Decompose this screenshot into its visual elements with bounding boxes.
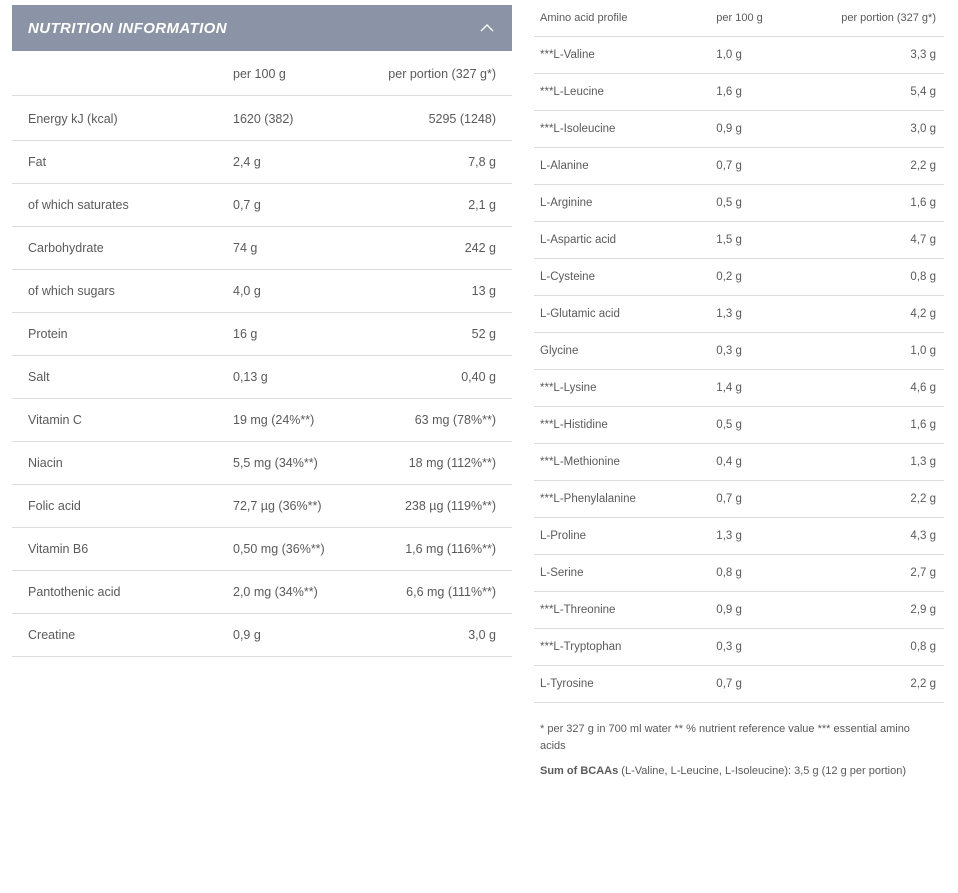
table-row: [12, 313, 512, 356]
row-value-per-portion: 4,3 g: [825, 518, 944, 555]
row-value-per-portion: 5295 (1248): [362, 96, 512, 141]
row-label: of which sugars: [12, 270, 217, 313]
row-label: Pantothenic acid: [12, 571, 217, 614]
row-value-per-portion: 6,6 mg (111%**): [362, 571, 512, 614]
row-value-per-portion: 5,4 g: [825, 74, 944, 111]
row-value-per-100g: 1,3 g: [710, 518, 825, 555]
row-value-per-portion: 18 mg (112%**): [362, 442, 512, 485]
table-row: [12, 614, 512, 657]
table-row: [534, 444, 944, 481]
row-label: ***L-Valine: [534, 37, 710, 74]
row-value-per-portion: 4,6 g: [825, 370, 944, 407]
row-value-per-100g: 0,5 g: [710, 185, 825, 222]
row-value-per-100g: 0,50 mg (36%**): [217, 528, 362, 571]
row-label: Fat: [12, 141, 217, 184]
table-row: [12, 571, 512, 614]
table-row: [12, 227, 512, 270]
footnote-bcaa-value: (L-Valine, L-Leucine, L-Isoleucine): 3,5 g (12 g per portion): [618, 765, 907, 777]
footnote-bcaa-label: Sum of BCAAs: [540, 765, 619, 777]
row-value-per-portion: 3,0 g: [825, 111, 944, 148]
row-label: ***L-Methionine: [534, 444, 710, 481]
table-row: [534, 666, 944, 703]
row-value-per-100g: 4,0 g: [217, 270, 362, 313]
nutrition-table-wrapper: [0, 51, 524, 657]
table-row: [534, 111, 944, 148]
row-value-per-portion: 3,3 g: [825, 37, 944, 74]
row-label: Creatine: [12, 614, 217, 657]
row-value-per-100g: 1,0 g: [710, 37, 825, 74]
table-row: [534, 185, 944, 222]
row-value-per-100g: 74 g: [217, 227, 362, 270]
table-header-row: [534, 0, 944, 37]
row-value-per-portion: 2,2 g: [825, 666, 944, 703]
table-row: [534, 518, 944, 555]
row-label: L-Cysteine: [534, 259, 710, 296]
nutrition-information-header[interactable]: [12, 5, 512, 51]
footnote-reference-values: * per 327 g in 700 ml water ** % nutrient reference value *** essential amino acids: [540, 723, 910, 752]
row-value-per-100g: 0,9 g: [710, 592, 825, 629]
table-row: [12, 96, 512, 141]
table-row: [534, 37, 944, 74]
row-value-per-100g: 1,3 g: [710, 296, 825, 333]
row-value-per-portion: 2,7 g: [825, 555, 944, 592]
row-value-per-100g: 16 g: [217, 313, 362, 356]
row-value-per-100g: 0,4 g: [710, 444, 825, 481]
row-value-per-portion: 7,8 g: [362, 141, 512, 184]
row-label: Carbohydrate: [12, 227, 217, 270]
row-label: Folic acid: [12, 485, 217, 528]
row-value-per-100g: 0,3 g: [710, 629, 825, 666]
table-row: [12, 141, 512, 184]
row-label: ***L-Phenylalanine: [534, 481, 710, 518]
table-row: [12, 184, 512, 227]
chevron-up-icon[interactable]: [478, 19, 496, 37]
row-value-per-100g: 1,4 g: [710, 370, 825, 407]
row-label: Glycine: [534, 333, 710, 370]
column-header-per-100g: per 100 g: [217, 51, 362, 96]
row-value-per-100g: 19 mg (24%**): [217, 399, 362, 442]
row-label: Niacin: [12, 442, 217, 485]
row-value-per-portion: 238 µg (119%**): [362, 485, 512, 528]
amino-acid-table: [534, 0, 944, 703]
row-value-per-100g: 0,7 g: [217, 184, 362, 227]
row-value-per-portion: 13 g: [362, 270, 512, 313]
row-label: ***L-Leucine: [534, 74, 710, 111]
row-label: ***L-Threonine: [534, 592, 710, 629]
row-value-per-portion: 52 g: [362, 313, 512, 356]
table-row: [534, 333, 944, 370]
table-row: [534, 407, 944, 444]
nutrition-table-body: [12, 96, 512, 657]
row-value-per-100g: 2,4 g: [217, 141, 362, 184]
column-header-per-portion: per portion (327 g*): [362, 51, 512, 96]
row-value-per-100g: 72,7 µg (36%**): [217, 485, 362, 528]
row-label: L-Arginine: [534, 185, 710, 222]
row-label: of which saturates: [12, 184, 217, 227]
row-value-per-100g: 5,5 mg (34%**): [217, 442, 362, 485]
table-row: [534, 629, 944, 666]
table-row: [534, 259, 944, 296]
column-header-name: [12, 51, 217, 96]
row-value-per-100g: 0,3 g: [710, 333, 825, 370]
row-value-per-100g: 0,7 g: [710, 666, 825, 703]
row-label: Energy kJ (kcal): [12, 96, 217, 141]
row-value-per-100g: 0,13 g: [217, 356, 362, 399]
row-label: Vitamin B6: [12, 528, 217, 571]
row-value-per-portion: 1,6 g: [825, 407, 944, 444]
row-value-per-portion: 2,9 g: [825, 592, 944, 629]
row-value-per-portion: 2,1 g: [362, 184, 512, 227]
row-value-per-100g: 0,9 g: [217, 614, 362, 657]
row-value-per-100g: 0,7 g: [710, 481, 825, 518]
row-label: ***L-Isoleucine: [534, 111, 710, 148]
row-value-per-100g: 0,2 g: [710, 259, 825, 296]
row-value-per-portion: 4,7 g: [825, 222, 944, 259]
row-label: Vitamin C: [12, 399, 217, 442]
row-value-per-portion: 63 mg (78%**): [362, 399, 512, 442]
row-value-per-portion: 1,0 g: [825, 333, 944, 370]
column-header-amino-acid-profile: Amino acid profile: [534, 0, 710, 37]
amino-acid-profile-panel: [524, 0, 958, 893]
row-value-per-portion: 0,8 g: [825, 259, 944, 296]
row-value-per-portion: 1,3 g: [825, 444, 944, 481]
row-value-per-100g: 1,6 g: [710, 74, 825, 111]
table-row: [534, 481, 944, 518]
row-label: L-Tyrosine: [534, 666, 710, 703]
row-value-per-portion: 3,0 g: [362, 614, 512, 657]
table-row: [534, 296, 944, 333]
row-label: L-Alanine: [534, 148, 710, 185]
row-label: ***L-Lysine: [534, 370, 710, 407]
row-label: L-Serine: [534, 555, 710, 592]
row-label: L-Glutamic acid: [534, 296, 710, 333]
nutrition-table: [12, 51, 512, 657]
table-row: [12, 356, 512, 399]
footnotes: [534, 721, 944, 780]
row-value-per-100g: 1620 (382): [217, 96, 362, 141]
amino-table-head: [534, 0, 944, 37]
table-row: [534, 222, 944, 259]
row-value-per-portion: 1,6 mg (116%**): [362, 528, 512, 571]
row-label: ***L-Histidine: [534, 407, 710, 444]
row-label: ***L-Tryptophan: [534, 629, 710, 666]
row-value-per-portion: 2,2 g: [825, 148, 944, 185]
table-row: [12, 485, 512, 528]
table-row: [534, 370, 944, 407]
row-label: Salt: [12, 356, 217, 399]
row-label: Protein: [12, 313, 217, 356]
row-value-per-100g: 0,9 g: [710, 111, 825, 148]
table-row: [534, 592, 944, 629]
column-header-per-100g: per 100 g: [710, 0, 825, 37]
row-value-per-portion: 2,2 g: [825, 481, 944, 518]
table-row: [534, 148, 944, 185]
row-value-per-100g: 0,7 g: [710, 148, 825, 185]
row-value-per-portion: 1,6 g: [825, 185, 944, 222]
row-value-per-100g: 1,5 g: [710, 222, 825, 259]
table-row: [12, 442, 512, 485]
amino-table-body: [534, 37, 944, 703]
footnote-bcaa-sum: [540, 763, 936, 780]
page-title: NUTRITION INFORMATION: [28, 19, 227, 37]
row-value-per-100g: 0,8 g: [710, 555, 825, 592]
table-row: [12, 528, 512, 571]
row-value-per-portion: 242 g: [362, 227, 512, 270]
row-value-per-portion: 4,2 g: [825, 296, 944, 333]
row-value-per-portion: 0,40 g: [362, 356, 512, 399]
row-label: L-Proline: [534, 518, 710, 555]
table-header-row: [12, 51, 512, 96]
table-row: [12, 270, 512, 313]
table-row: [12, 399, 512, 442]
column-header-per-portion: per portion (327 g*): [825, 0, 944, 37]
row-value-per-100g: 0,5 g: [710, 407, 825, 444]
row-label: L-Aspartic acid: [534, 222, 710, 259]
row-value-per-portion: 0,8 g: [825, 629, 944, 666]
table-row: [534, 555, 944, 592]
table-row: [534, 74, 944, 111]
nutrition-table-head: [12, 51, 512, 96]
row-value-per-100g: 2,0 mg (34%**): [217, 571, 362, 614]
